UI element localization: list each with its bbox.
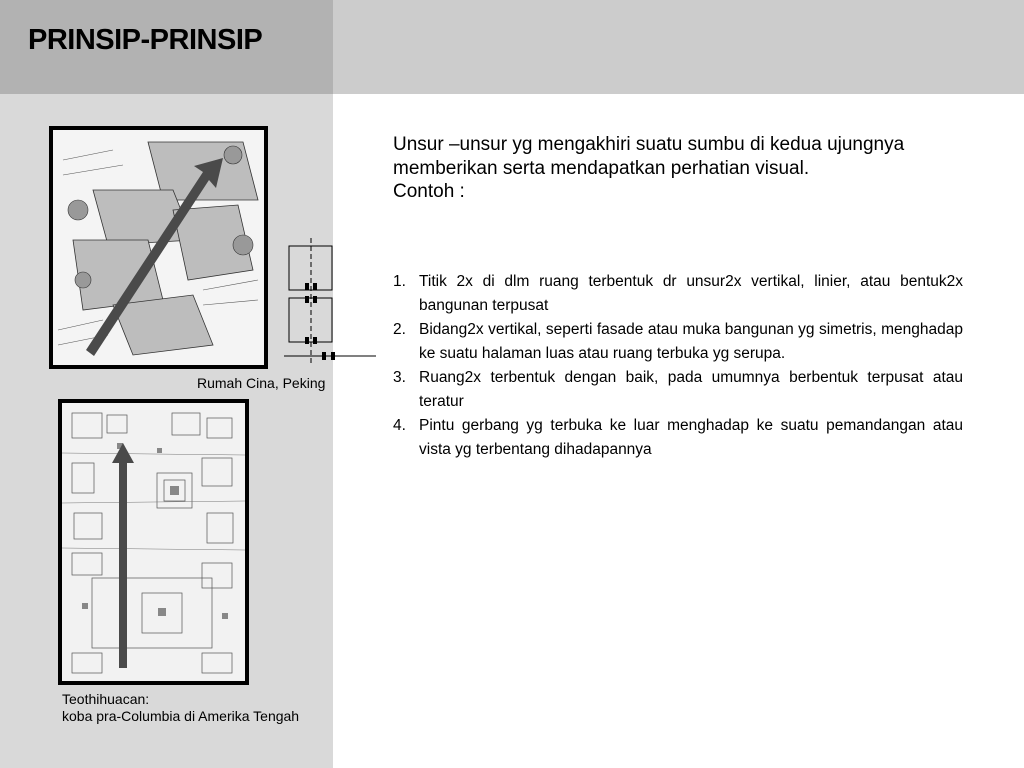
rumah-cina-sketch (53, 130, 264, 365)
figure2-caption-line2: koba pra-Columbia di Amerika Tengah (62, 708, 300, 724)
list-item (393, 270, 963, 318)
figure-rumah-cina (49, 126, 268, 369)
list-item-text: Pintu gerbang yg terbuka ke luar menghadap ke suatu pemandangan atau vista yg terbentang dihadapannya (419, 417, 963, 458)
title-block (0, 0, 333, 94)
list-item-number: 2. (393, 321, 406, 338)
axis-diagram (280, 236, 380, 366)
figure1-caption: Rumah Cina, Peking (197, 375, 326, 391)
list-item-text: Titik 2x di dlm ruang terbentuk dr unsur2x vertikal, linier, atau bentuk2x bangunan terpusat (419, 273, 963, 314)
list-item-number: 1. (393, 273, 406, 290)
list-item-number: 4. (393, 417, 406, 434)
list-item (393, 414, 963, 462)
slide-title: PRINSIP-PRINSIP (28, 24, 263, 56)
list-item-number: 3. (393, 369, 406, 386)
figure2-caption (62, 691, 299, 725)
intro-text (393, 133, 963, 204)
list-item (393, 318, 963, 366)
teothihuacan-plan (62, 403, 245, 681)
figure-teothihuacan (58, 399, 249, 685)
intro-paragraph: Unsur –unsur yg mengakhiri suatu sumbu di kedua ujungnya memberikan serta mendapatkan perhatian visual. (393, 134, 905, 179)
principle-list (393, 270, 963, 462)
list-item-text: Bidang2x vertikal, seperti fasade atau muka bangunan yg simetris, menghadap ke suatu halaman luas atau ruang terbuka yg serupa. (419, 321, 963, 362)
list-item-text: Ruang2x terbentuk dengan baik, pada umumnya berbentuk terpusat atau teratur (419, 369, 963, 410)
header-band (333, 0, 1024, 94)
example-label: Contoh : (393, 181, 465, 202)
figure2-caption-line1: Teothihuacan: (62, 691, 150, 707)
list-item (393, 366, 963, 414)
